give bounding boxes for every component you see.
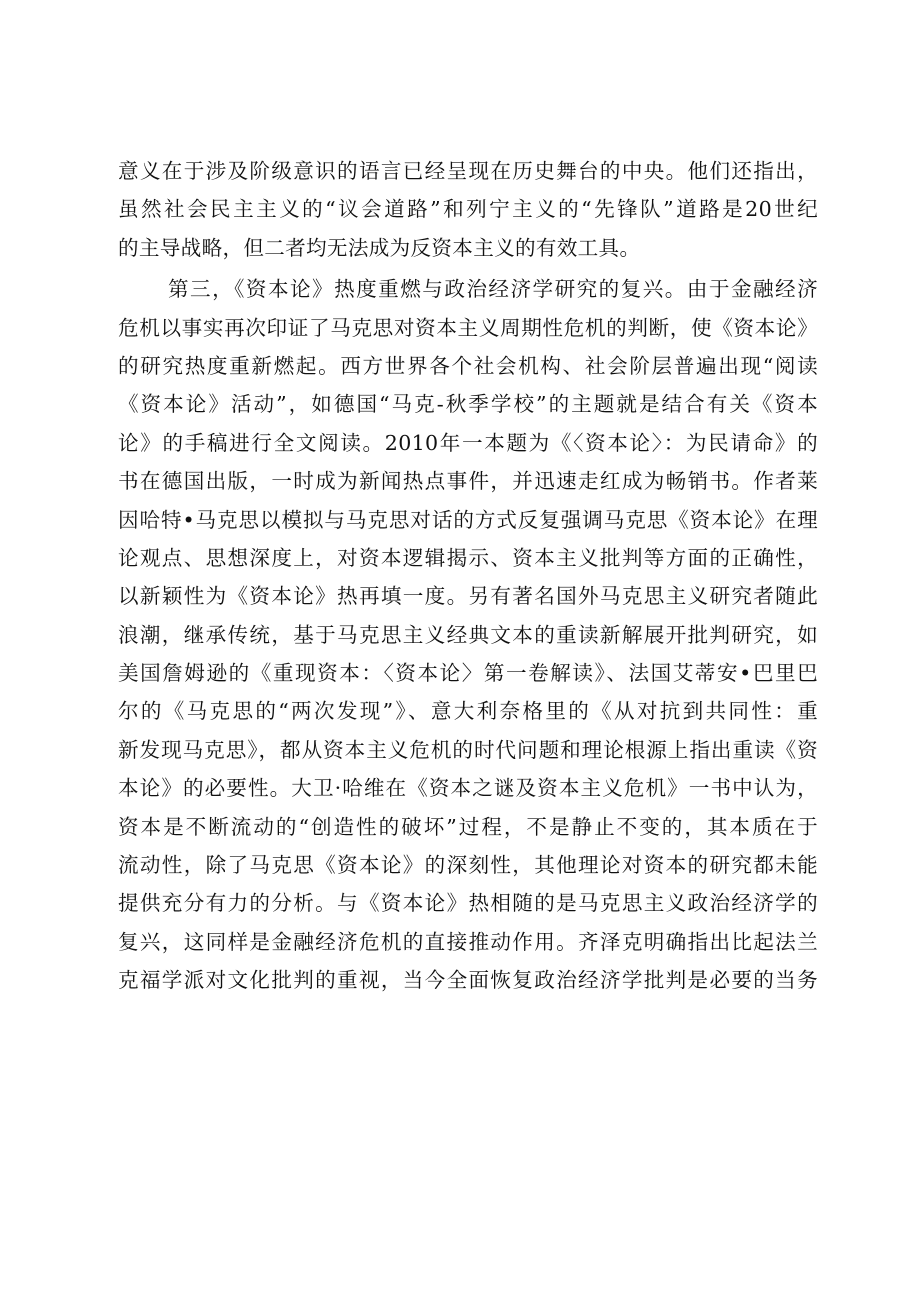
paragraph-2-line-15: 资本是不断流动的“创造性的破坏”过程，不是静止不变的，其本质在于 <box>118 814 818 839</box>
paragraph-2-line-12: 尔的《马克思的“两次发现”》、意大利奈格里的《从对抗到共同性：重 <box>118 699 818 724</box>
paragraph-2-line-1: 第三，《资本论》热度重燃与政治经济学研究的复兴。由于金融经济 <box>168 277 818 302</box>
paragraph-2-line-2: 危机以事实再次印证了马克思对资本主义周期性危机的判断，使《资本论》 <box>118 315 818 340</box>
paragraph-2-line-5: 论》的手稿进行全文阅读。2010年一本题为《〈资本论〉：为民请命》的 <box>118 430 818 455</box>
paragraph-2-line-18: 复兴，这同样是金融经济危机的直接推动作用。齐泽克明确指出比起法兰 <box>118 929 818 954</box>
body-text <box>118 152 818 1000</box>
paragraph-1-line-1: 意义在于涉及阶级意识的语言已经呈现在历史舞台的中央。他们还指出， <box>118 159 818 183</box>
paragraph-2-line-14: 本论》的必要性。大卫·哈维在《资本之谜及资本主义危机》一书中认为， <box>118 776 818 801</box>
paragraph-2-line-19: 克福学派对文化批判的重视，当今全面恢复政治经济学批判是必要的当务 <box>118 968 818 993</box>
paragraph-2-line-6: 书在德国出版，一时成为新闻热点事件，并迅速走红成为畅销书。作者莱 <box>118 469 818 494</box>
paragraph-2-line-16: 流动性，除了马克思《资本论》的深刻性，其他理论对资本的研究都未能 <box>118 853 818 878</box>
paragraph-2-line-10: 浪潮，继承传统，基于马克思主义经典文本的重读新解展开批判研究，如 <box>118 622 818 647</box>
paragraph-2-line-4: 《资本论》活动”，如德国“马克-秋季学校”的主题就是结合有关《资本 <box>118 392 818 417</box>
paragraph-1-line-2: 虽然社会民主主义的“议会道路”和列宁主义的“先锋队”道路是20世纪 <box>118 197 818 222</box>
paragraph-2-line-9: 以新颖性为《资本论》热再填一度。另有著名国外马克思主义研究者随此 <box>118 584 818 609</box>
paragraph-2-line-13: 新发现马克思》，都从资本主义危机的时代问题和理论根源上指出重读《资 <box>118 737 818 762</box>
paragraph-2-line-11: 美国詹姆逊的《重现资本：〈资本论〉第一卷解读》、法国艾蒂安•巴里巴 <box>118 661 818 686</box>
paragraph-1-line-3: 的主导战略，但二者均无法成为反资本主义的有效工具。 <box>118 235 641 260</box>
paragraph-2-line-17: 提供充分有力的分析。与《资本论》热相随的是马克思主义政治经济学的 <box>118 891 818 916</box>
paragraph-2-line-8: 论观点、思想深度上，对资本逻辑揭示、资本主义批判等方面的正确性， <box>118 545 818 570</box>
paragraph-2-line-7: 因哈特•马克思以模拟与马克思对话的方式反复强调马克思《资本论》在理 <box>118 507 818 532</box>
paragraph-2-line-3: 的研究热度重新燃起。西方世界各个社会机构、社会阶层普遍出现“阅读 <box>118 353 818 378</box>
